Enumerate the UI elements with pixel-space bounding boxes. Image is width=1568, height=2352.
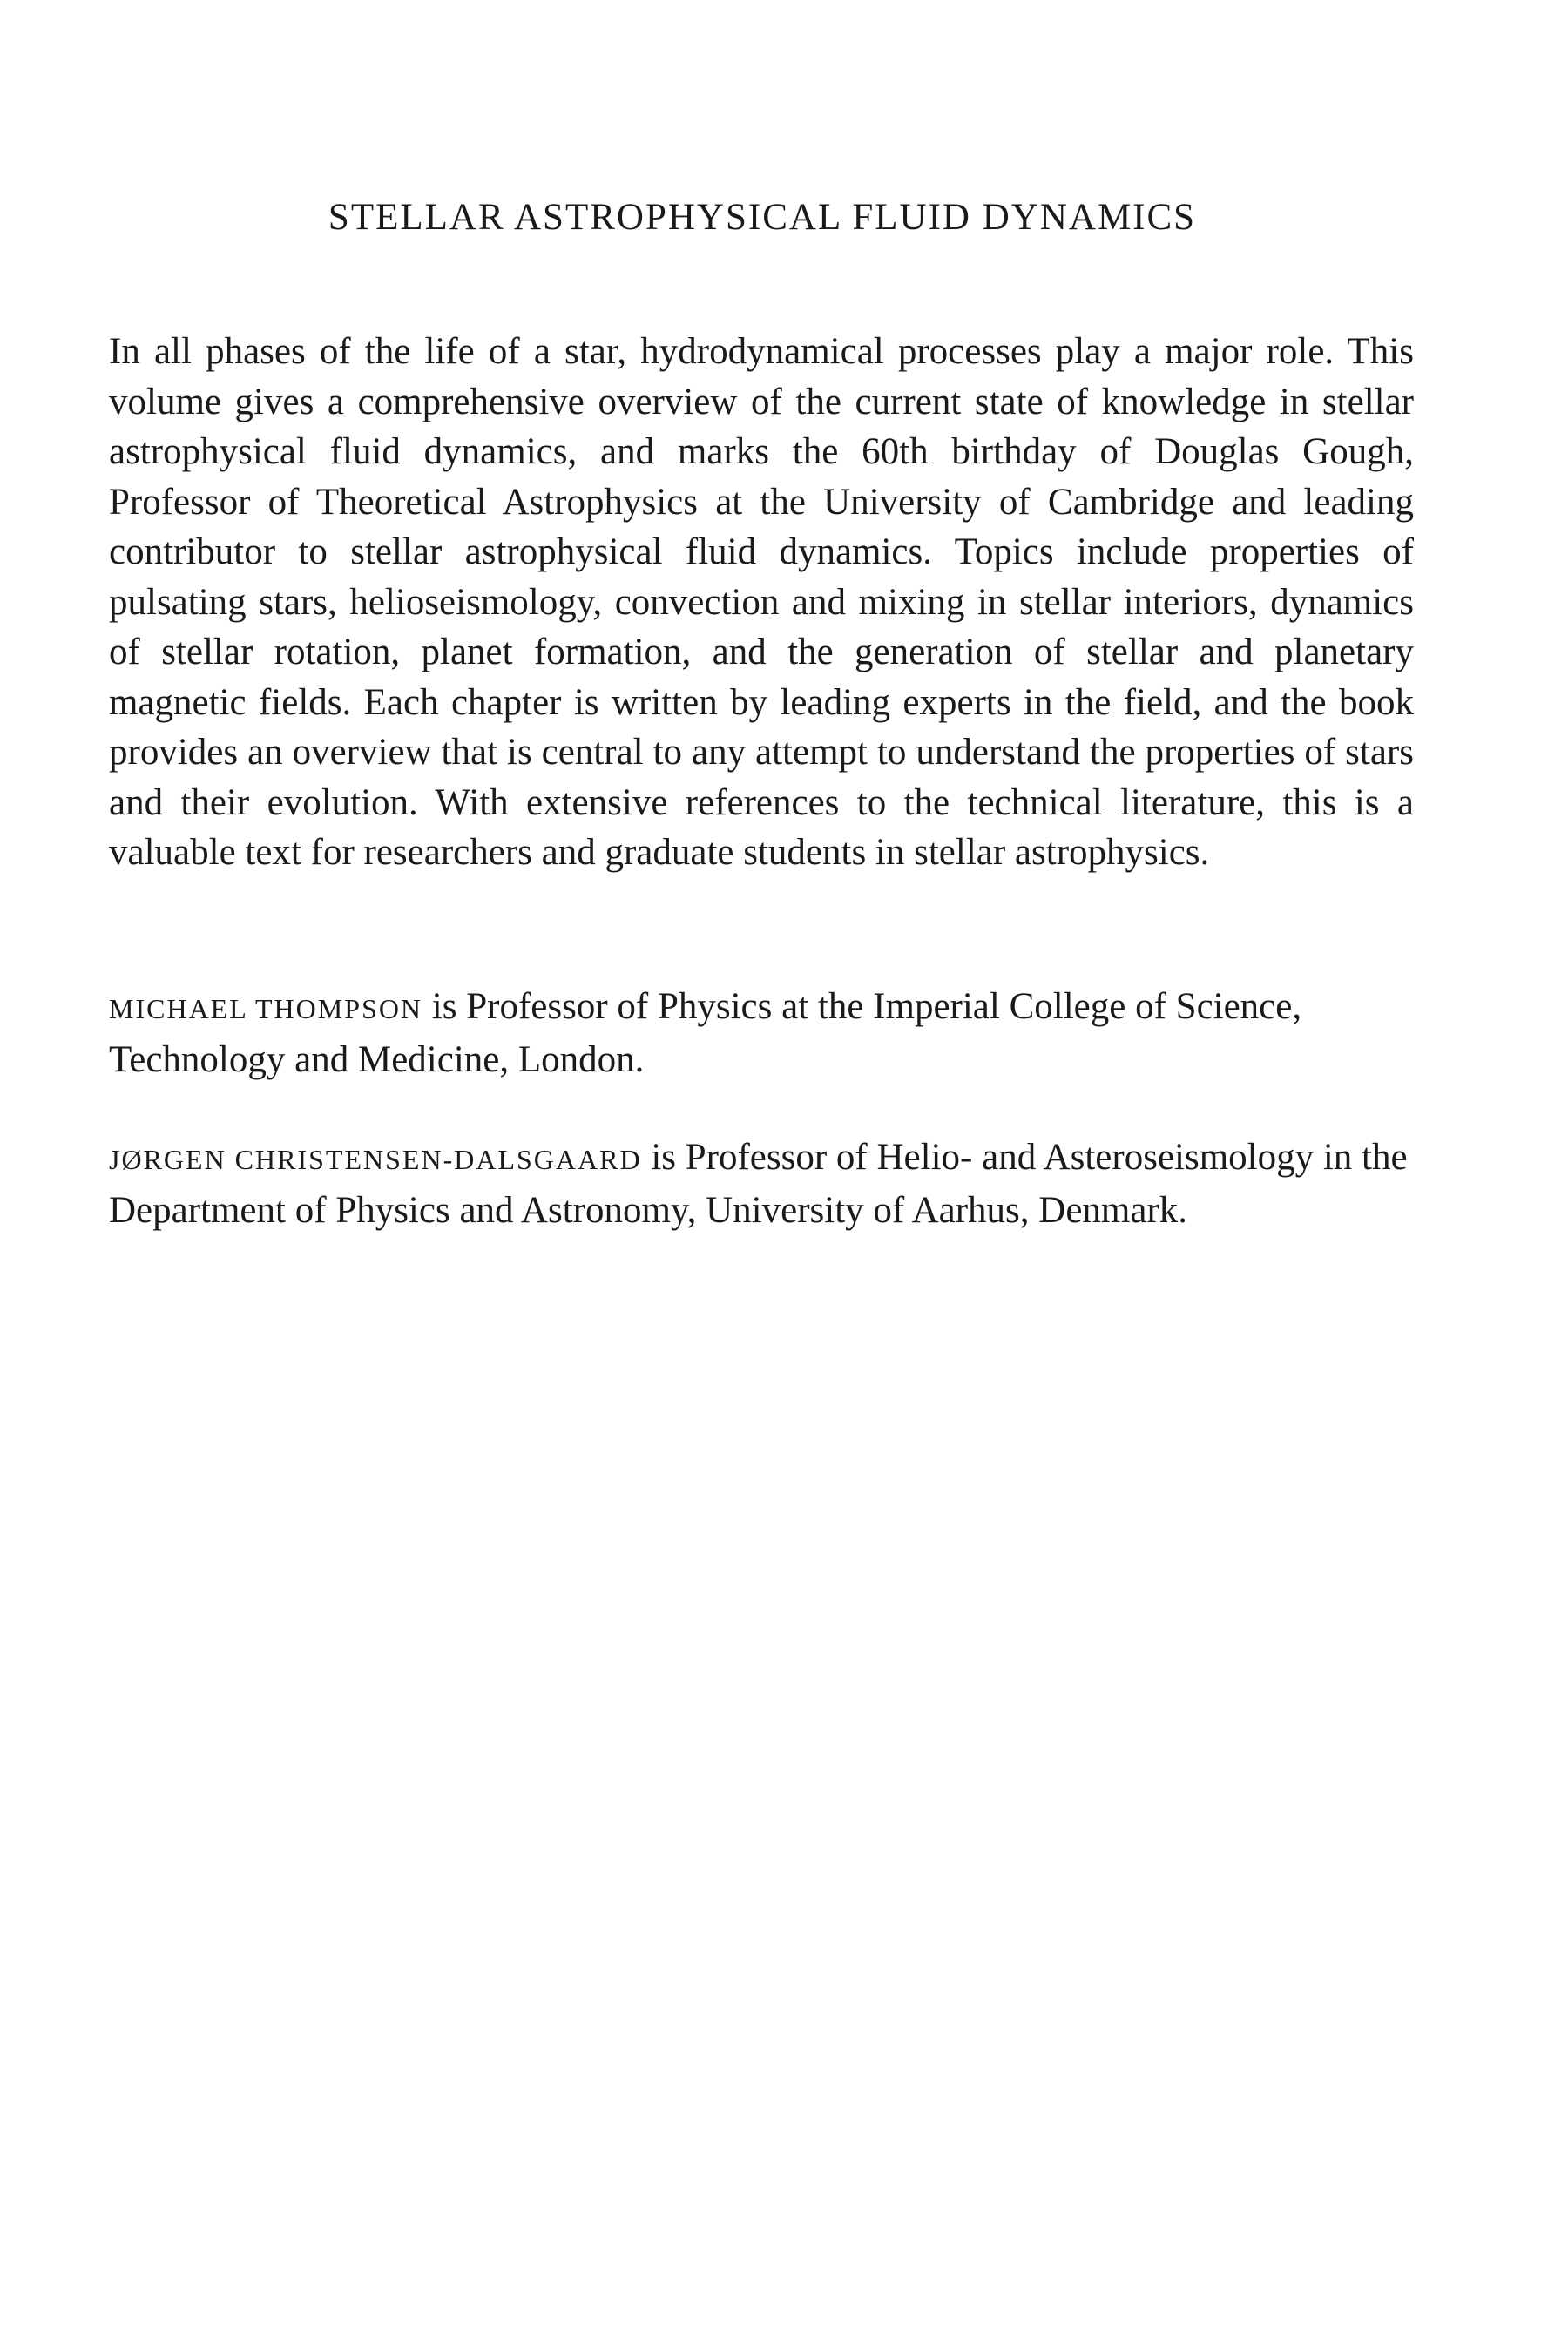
author-bio-thompson [109,982,1414,1085]
author-name-thompson: MICHAEL THOMPSON [109,993,423,1024]
book-title: STELLAR ASTROPHYSICAL FLUID DYNAMICS [328,197,1197,238]
author-name-christensen-dalsgaard: JØRGEN CHRISTENSEN-DALSGAARD [109,1144,642,1175]
author-bio-text-thompson: is Professor of Physics at the Imperial College of Science, Technology and Medicine, London. [109,986,1302,1080]
author-bio-christensen-dalsgaard [109,1132,1414,1235]
book-description: In all phases of the life of a star, hydrodynamical processes play a major role. This volume gives a comprehensive overview of the current state of knowledge in stellar astrophysical fluid dynamics, and marks the 60th birthday of Douglas Gough, Professor of Theoretical Astrophysics at the University of Cambridge and leading contributor to stellar astrophysical fluid dynamics. Topics include properties of pulsating stars, helioseismology, convection and mixing in stellar interiors, dynamics of stellar rotation, planet formation, and the generation of stellar and planetary magnetic fields. Each chapter is written by leading experts in the field, and the book provides an overview that is central to any attempt to understand the properties of stars and their evolution. With extensive references to the technical literature, this is a valuable text for researchers and graduate students in stellar astrophysics. [109,331,1414,873]
author-bio-text-christensen-dalsgaard: is Professor of Helio- and Asteroseismology in the Department of Physics and Astronomy, University of Aarhus, Denmark. [109,1137,1408,1231]
